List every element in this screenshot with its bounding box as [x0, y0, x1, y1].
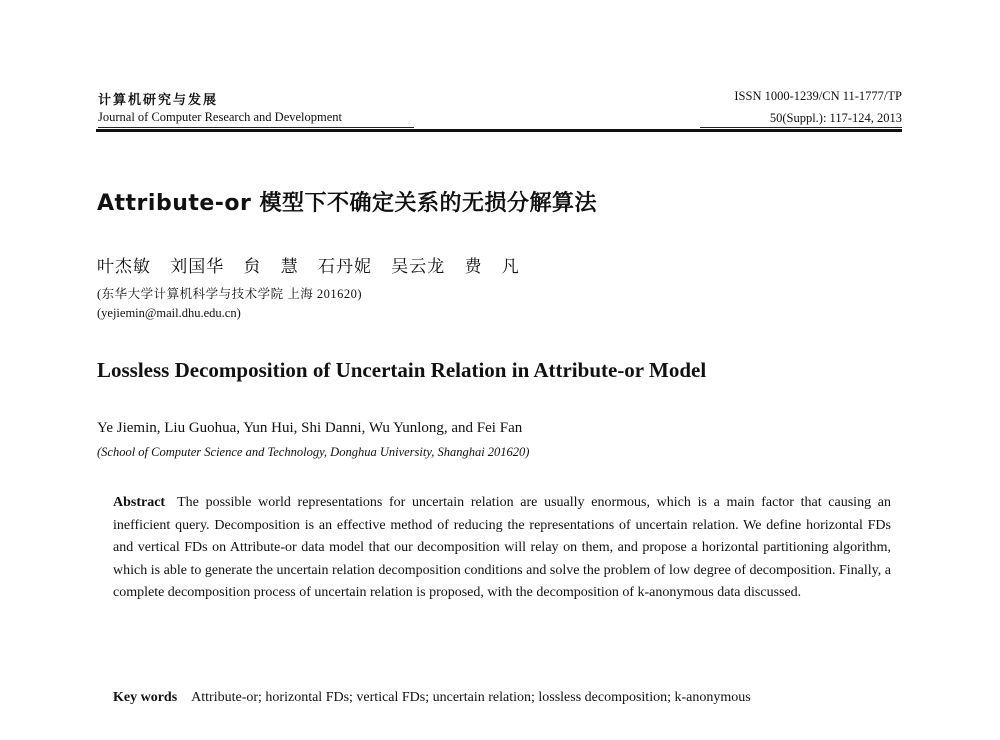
paper-title-en: Lossless Decomposition of Uncertain Relation in Attribute-or Model: [97, 358, 707, 382]
authors-en: Ye Jiemin, Liu Guohua, Yun Hui, Shi Danni, Wu Yunlong, and Fei Fan: [97, 420, 523, 436]
header-rule-thin: [98, 127, 414, 128]
header-rule-right: [700, 127, 902, 128]
affiliation-cn: (东华大学计算机科学与技术学院 上海 201620): [97, 287, 363, 301]
paper-title-cn: Attribute-or 模型下不确定关系的无损分解算法: [97, 191, 598, 216]
author-email: (yejiemin@mail.dhu.edu.cn): [97, 306, 241, 320]
journal-title-cn: 计算机研究与发展: [98, 92, 219, 107]
keywords-label: Key words: [113, 690, 178, 705]
keywords-text: Attribute-or; horizontal FDs; vertical FDs; uncertain relation; lossless decomposition; k-anonymous: [191, 690, 751, 705]
journal-title-en: Journal of Computer Research and Development: [98, 110, 343, 124]
header-rule-thick: [96, 129, 902, 132]
affiliation-en: (School of Computer Science and Technology, Donghua University, Shanghai 201620): [97, 445, 530, 459]
journal-issn: ISSN 1000-1239/CN 11-1777/TP: [734, 89, 902, 103]
abstract-label: Abstract: [113, 495, 166, 510]
abstract-section: [113, 492, 891, 605]
keywords-section: [113, 687, 891, 710]
journal-volume: 50(Suppl.): 117-124, 2013: [769, 111, 902, 125]
abstract-text: The possible world representations for uncertain relation are usually enormous, which is a main factor that causing an inefficient query. Decomposition is an effective method of reducing the representations of uncertain relation. We define horizontal FDs and vertical FDs on Attribute-or data model that our decomposition will relay on them, and propose a horizontal partitioning algorithm, which is able to generate the uncertain relation decomposition conditions and solve the problem of low degree of decomposition. Finally, a complete decomposition process of uncertain relation is proposed, with the decomposition of k-anonymous data discussed.: [113, 495, 891, 600]
authors-cn: 叶杰敏 刘国华 贠 慧 石丹妮 吴云龙 费 凡: [97, 257, 520, 276]
